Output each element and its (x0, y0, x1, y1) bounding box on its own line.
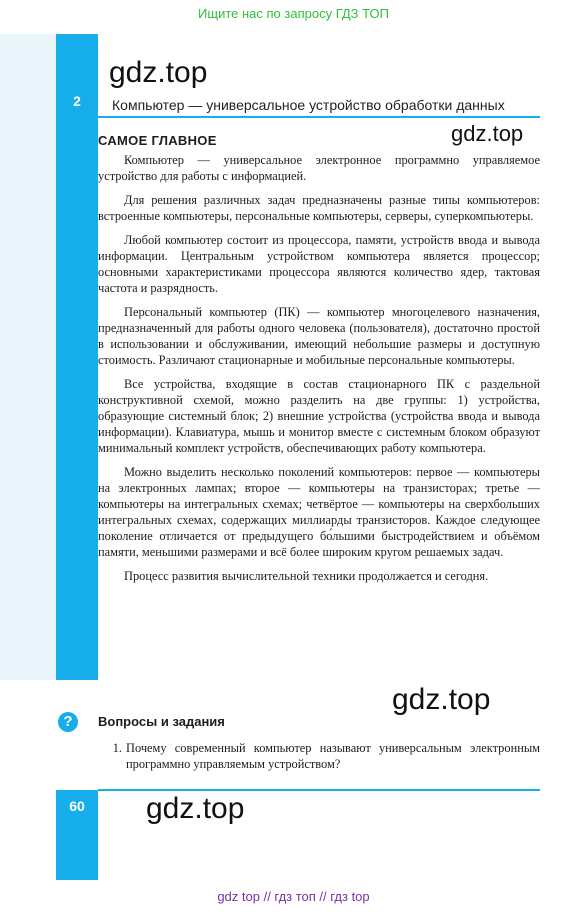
footer-divider (98, 789, 540, 791)
header-divider (98, 116, 540, 118)
chapter-title: Компьютер — универсальное устройство обработки данных (112, 97, 505, 113)
summary-content (98, 152, 540, 592)
questions-list (98, 740, 540, 772)
paragraph: Любой компьютер состоит из процессора, памяти, устройств ввода и вывода информации. Центральным устройством компьютера является процессор; основными характеристиками процессора являются количество ядер, тактовая частота и разрядность. (98, 233, 540, 295)
page-number: 60 (69, 798, 85, 814)
section-title: САМОЕ ГЛАВНОЕ (98, 133, 217, 148)
question-item (98, 740, 540, 772)
paragraph: Все устройства, входящие в состав стационарного ПК с раздельной конструктивной схемой, можно разделить на две группы: 1) устройства, образующие системный блок; 2) внешние устройства (устройства ввода и вывода информации). Клавиатура, мышь и монитор вместе с системным блоком образуют минимальный комплект устройств, обеспечивающих работу компьютера. (98, 377, 540, 455)
question-icon: ? (58, 712, 78, 732)
paragraph: Персональный компьютер (ПК) — компьютер многоцелевого назначения, предназначенный для работы одного человека (пользователя), достаточно простой в использовании и обслуживании, имеющий небольшие размеры и доступную стоимость. Различают стационарные и мобильные персональные компьютеры. (98, 305, 540, 367)
watermark: gdz.top (392, 683, 491, 716)
paragraph: Для решения различных задач предназначены разные типы компьютеров: встроенные компьютеры, персональные компьютеры, серверы, суперкомпьютеры. (98, 193, 540, 223)
paragraph: Процесс развития вычислительной техники продолжается и сегодня. (124, 569, 489, 583)
watermark: gdz.top (109, 56, 208, 89)
questions-title: Вопросы и задания (98, 714, 225, 729)
chapter-number: 2 (73, 93, 81, 109)
paragraph: Компьютер — универсальное электронное программно управляемое устройство для работы с информацией. (98, 153, 540, 183)
paragraph: Можно выделить несколько поколений компьютеров: первое — компьютеры на электронных лампах; второе — компьютеры на транзисторах; третье — компьютеры на интегральных схемах; четвёртое — компьютеры на сверхбольших интегральных схемах, содержащих миллиарды транзисторов. Каждое следующее поколение отличается от предыдущего бо́льшими быстродействием и объёмом памяти, меньшими размерами и всё более широким кругом решаемых задач. (98, 465, 540, 559)
chapter-tab (56, 34, 98, 680)
top-banner: Ищите нас по запросу ГДЗ ТОП (198, 6, 389, 21)
watermark: gdz.top (451, 121, 524, 146)
watermark: gdz.top (146, 792, 245, 825)
question-number: 1. (112, 741, 122, 755)
bottom-banner: gdz top // гдз топ // гдз top (217, 889, 370, 904)
question-text: Почему современный компьютер называют универсальным электронным программно управляемым устройством? (126, 741, 540, 771)
